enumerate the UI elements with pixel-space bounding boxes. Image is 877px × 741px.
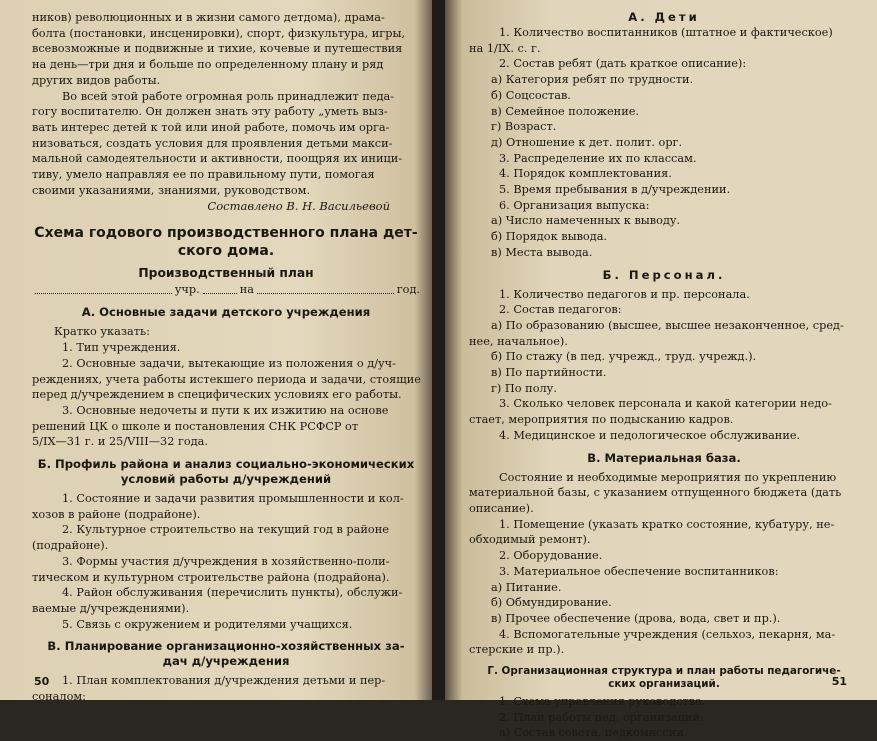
fill-in-line xyxy=(32,282,420,298)
list-line: стерские и пр.). xyxy=(469,643,565,657)
section-b-heading: Б. Персонал. xyxy=(602,267,726,282)
list-line: 4. Порядок комплектования. xyxy=(499,167,672,181)
section-v-list xyxy=(32,673,420,704)
plan-title-line: Схема годового производственного плана дет- xyxy=(34,225,418,242)
section-a-lead: Кратко указать: xyxy=(54,325,150,339)
list-line: 5/IX—31 г. и 25/VIII—32 года. xyxy=(32,435,208,449)
list-line: в) Места вывода. xyxy=(491,245,593,259)
section-v-list xyxy=(469,470,859,658)
list-line: 3. Основные недочеты и пути к их изжитию на основе xyxy=(62,403,389,417)
book-gutter xyxy=(432,0,445,700)
list-line: б) Обмундирование. xyxy=(491,596,612,610)
list-line: 3. Материальное обеспечение воспитанников: xyxy=(499,564,779,578)
list-line: а) Питание. xyxy=(491,580,562,594)
section-g-heading-line: Г. Организационная структура и план работы педагогиче- xyxy=(487,665,841,678)
list-line: нее, начальное). xyxy=(469,334,568,348)
list-line: на 1/IX. с. г. xyxy=(469,41,541,55)
right-page xyxy=(445,0,877,740)
list-line: 1. Количество воспитанников (штатное и фактическое) xyxy=(499,26,833,39)
section-v-heading-line: В. Планирование организационно-хозяйственных за- xyxy=(47,639,405,654)
paragraph-role-of-educator xyxy=(32,89,420,199)
right-page-text xyxy=(469,10,859,741)
text-line: ников) революционных и в жизни самого детдома), драма- xyxy=(32,11,385,24)
list-line: обходимый ремонт). xyxy=(469,533,591,547)
list-line: 2. Состав ребят (дать краткое описание): xyxy=(499,57,747,71)
list-line: 2. Основные задачи, вытекающие из положения о д/уч- xyxy=(62,356,396,370)
list-line: 1. Схема управления руководства. xyxy=(499,695,706,709)
blank-field xyxy=(257,293,394,294)
text-line: болта (постановки, инсценировки), спорт, физкультура, игры, xyxy=(32,26,406,40)
section-b-heading-line: Б. Профиль района и анализ социально-экономических xyxy=(37,457,415,472)
section-b-heading-line: условий работы д/учреждений xyxy=(120,472,332,487)
list-line: г) По полу. xyxy=(491,381,557,395)
list-line: 4. Вспомогательные учреждения (сельхоз, пекарня, ма- xyxy=(499,627,836,641)
section-a-list xyxy=(32,340,420,450)
text-line: вать интерес детей к той или иной работе, помочь им орга- xyxy=(32,120,390,134)
fill-word: на xyxy=(239,283,254,297)
list-line: 3. Формы участия д/учреждения в хозяйственно-поли- xyxy=(62,554,390,568)
section-v-heading: В. Материальная база. xyxy=(587,450,741,465)
list-line: решений ЦК о школе и постановления СНК РСФСР от xyxy=(32,419,359,433)
list-line: б) Соцсостав. xyxy=(491,88,571,102)
list-line: г) Возраст. xyxy=(491,120,557,134)
list-line: а) Категория ребят по трудности. xyxy=(491,73,694,87)
section-g-heading xyxy=(469,665,859,690)
list-line: 2. Состав педагогов: xyxy=(499,303,622,317)
list-line: Состояние и необходимые мероприятия по укреплению xyxy=(499,470,837,484)
text-line: низоваться, создать условия для проявления детьми макси- xyxy=(32,136,393,150)
text-line: мальной самодеятельности и активности, поощряя их иници- xyxy=(32,152,403,166)
text-line: своими указаниями, знаниями, руководством. xyxy=(32,183,311,197)
list-line: 1. Тип учреждения. xyxy=(62,341,181,355)
section-b-heading xyxy=(32,457,420,487)
text-line: тиву, умело направляя ее по правильному пути, помогая xyxy=(32,168,375,182)
list-line: б) По стажу (в пед. учрежд., труд. учрежд.). xyxy=(491,350,757,364)
list-line: 6. Организация выпуска: xyxy=(499,198,650,212)
list-line: в) Семейное положение. xyxy=(491,104,640,118)
list-line: а) По образованию (высшее, высшее незаконченное, сред- xyxy=(491,318,844,332)
text-line: на день—три дня и больше по определенному плану и ряд xyxy=(32,58,384,72)
blank-field xyxy=(35,293,172,294)
text-line: всевозможные и подвижные и тихие, кочевые и путешествия xyxy=(32,42,403,56)
list-line: 5. Связь с окружением и родителями учащихся. xyxy=(62,617,353,631)
left-page-text xyxy=(32,10,420,705)
list-line: 1. Помещение (указать кратко состояние, кубатуру, не- xyxy=(499,517,835,531)
list-line: 5. Время пребывания в д/учреждении. xyxy=(499,183,731,197)
section-a-heading: А. Основные задачи детского учреждения xyxy=(81,305,371,320)
list-line: соналом: xyxy=(32,690,86,704)
fill-word: учр. xyxy=(174,283,200,297)
page-number: 51 xyxy=(831,675,847,688)
list-line: ваемые д/учреждениями). xyxy=(32,601,190,615)
author-signature: Составлено В. Н. Васильевой xyxy=(207,199,390,214)
list-line: 1. Количество педагогов и пр. персонала. xyxy=(499,287,750,301)
list-line: тическом и культурном строительстве района (подрайона). xyxy=(32,570,390,584)
plan-title-line: ского дома. xyxy=(177,243,275,260)
list-line: 3. Сколько человек персонала и какой категории недо- xyxy=(499,397,832,411)
list-line: 2. Оборудование. xyxy=(499,549,603,563)
section-b-list xyxy=(469,287,859,444)
list-line: 1. План комплектования д/учреждения детьми и пер- xyxy=(62,674,386,688)
text-line: Во всей этой работе огромная роль принадлежит педа- xyxy=(62,89,395,103)
section-a-list xyxy=(469,25,859,261)
list-line: хозов в районе (подрайоне). xyxy=(32,507,201,521)
plan-subtitle: Производственный план xyxy=(138,266,314,281)
list-line: материальной базы, с указанием отпущенного бюджета (дать xyxy=(469,486,842,500)
list-line: 2. План работы пед. организаций: xyxy=(499,710,704,724)
list-line: реждениях, учета работы истекшего периода и задачи, стоящие xyxy=(32,372,421,386)
intro-paragraph xyxy=(32,10,420,89)
section-a-heading: А. Дети xyxy=(628,10,700,24)
text-line: других видов работы. xyxy=(32,73,161,87)
section-g-heading-line: ских организаций. xyxy=(608,677,720,690)
list-line: стает, мероприятия по подысканию кадров. xyxy=(469,413,734,427)
list-line: 4. Район обслуживания (перечислить пункты), обслужи- xyxy=(62,586,403,600)
fill-word: год. xyxy=(396,283,420,297)
text-line: гогу воспитателю. Он должен знать эту работу „уметь выз- xyxy=(32,105,388,119)
list-line: в) Прочее обеспечение (дрова, вода, свет и пр.). xyxy=(491,611,781,625)
section-v-heading xyxy=(32,639,420,669)
list-line: д) Отношение к дет. полит. орг. xyxy=(491,135,683,149)
list-line: 4. Медицинское и педологическое обслуживание. xyxy=(499,428,801,442)
section-v-heading-line: дач д/учреждения xyxy=(162,654,290,669)
list-line: а) Число намеченных к выводу. xyxy=(491,214,681,228)
list-line: б) Порядок вывода. xyxy=(491,230,608,244)
blank-field xyxy=(203,293,237,294)
list-line: 3. Распределение их по классам. xyxy=(499,151,697,165)
plan-title xyxy=(32,224,420,260)
left-page xyxy=(0,0,432,704)
list-line: перед д/учреждением в специфических условиях его работы. xyxy=(32,388,402,402)
section-g-list xyxy=(469,694,859,741)
list-line: описание). xyxy=(469,501,534,515)
list-line: 2. Культурное строительство на текущий год в районе xyxy=(62,523,389,537)
list-line: 1. Состояние и задачи развития промышленности и кол- xyxy=(62,492,404,506)
list-line: (подрайоне). xyxy=(32,539,109,553)
list-line: а) Состав совета, педкомиссии. xyxy=(499,726,688,740)
page-number: 50 xyxy=(34,675,50,688)
list-line: в) По партийности. xyxy=(491,366,607,380)
section-b-list xyxy=(32,491,420,632)
